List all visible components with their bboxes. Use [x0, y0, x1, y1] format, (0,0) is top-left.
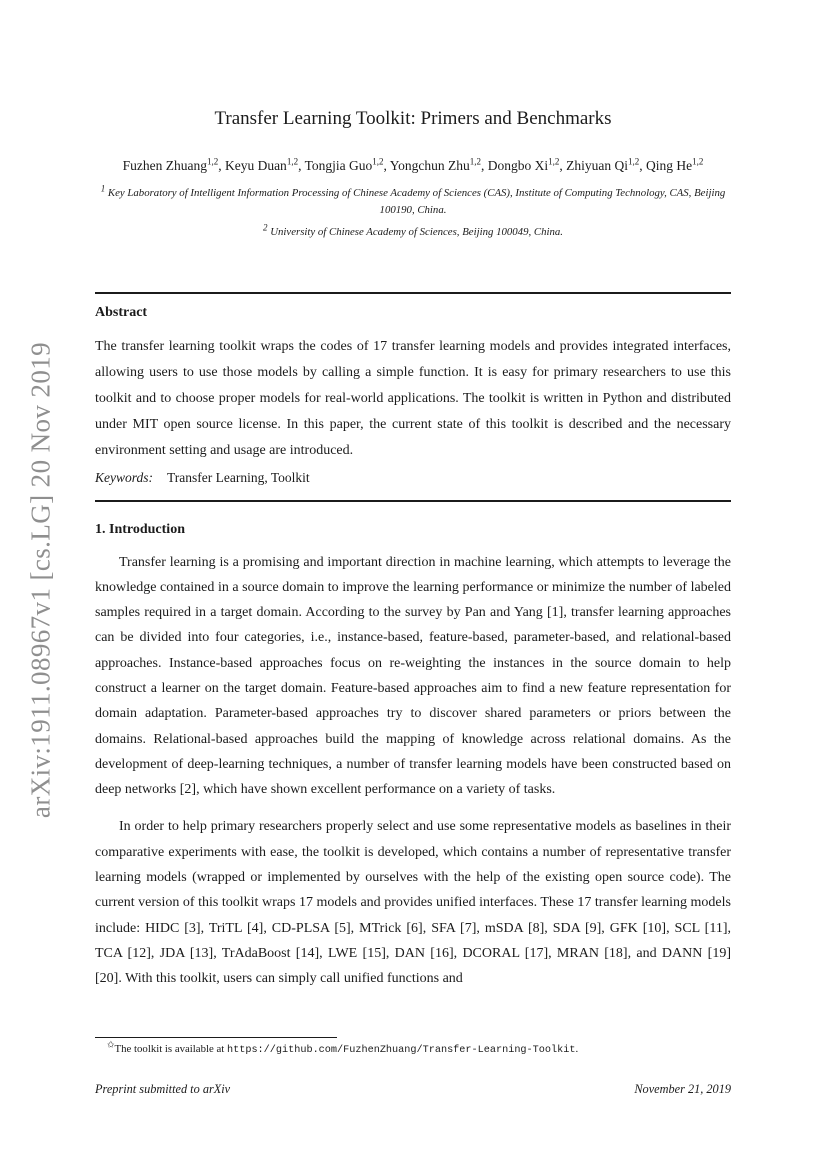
- keywords-text: Transfer Learning, Toolkit: [167, 469, 310, 485]
- footnote-text: [95, 1039, 731, 1058]
- intro-paragraph-2: In order to help primary researchers properly select and use some representative models as baselines in their comparative experiments with ease, the toolkit is developed, which contains a number of representative transfer learning models (wrapped or implemented by ourselves with the help of the existing open source code). The current version of this toolkit wraps 17 models and provides unified interfaces. These 17 transfer learning models include: HIDC [3], TriTL [4], CD-PLSA [5], MTrick [6], SFA [7], mSDA [8], SDA [9], GFK [10], SCL [11], TCA [12], JDA [13], TrAdaBoost [14], LWE [15], DAN [16], DCORAL [17], MRAN [18], and DANN [19] [20]. With this toolkit, users can simply call unified functions and: [95, 819, 731, 987]
- author-list: [95, 155, 731, 177]
- abstract-heading: Abstract: [95, 304, 148, 320]
- footnote-divider: [95, 1037, 337, 1038]
- author: Fuzhen Zhuang$^{1,2}$,: [122, 156, 225, 173]
- affiliation: $^2$ University of Chinese Academy of Sciences, Beijing 100049, China.: [263, 222, 563, 238]
- author: Tongjia Guo$^{1,2}$,: [304, 156, 390, 173]
- keywords-line: [95, 467, 731, 489]
- page-title: Transfer Learning Toolkit: Primers and Benchmarks: [214, 108, 612, 129]
- author: Dongbo Xi$^{1,2}$,: [487, 156, 567, 173]
- author: Yongchun Zhu$^{1,2}$,: [389, 156, 488, 173]
- author: Zhiyuan Qi$^{1,2}$,: [566, 156, 647, 173]
- abstract-text: The transfer learning toolkit wraps the codes of 17 transfer learning models and provides integrated interfaces, allowing users to use those models by calling a simple function. It is easy for primary researchers to use this toolkit and to choose proper models for real-world applications. The toolkit is written in Python and distributed under MIT open source license. In this paper, the current state of this toolkit is described and the necessary environment setting and usage are introduced.: [95, 338, 731, 458]
- paper-content: [95, 0, 731, 992]
- affiliation-marker: 2: [263, 222, 268, 233]
- affiliation-marker: 1: [100, 183, 106, 194]
- author: Qing He$^{1,2}$: [646, 156, 704, 173]
- page-footer: [95, 1082, 731, 1097]
- toolkit-github-link[interactable]: https://github.com/FuzhenZhuang/Transfer-Learning-Toolkit: [226, 1045, 576, 1056]
- section-heading-introduction: 1. Introduction: [95, 521, 185, 537]
- footer-preprint-note: Preprint submitted to arXiv: [95, 1082, 231, 1096]
- author: Keyu Duan$^{1,2}$,: [224, 156, 305, 173]
- footnote-lead-text: The toolkit is available at: [114, 1043, 227, 1055]
- abstract-bottom-divider: [95, 500, 731, 502]
- affiliation: $^1$ Key Laboratory of Intelligent Information Processing of Chinese Academy of Sciences (CAS), Institute of Computing Technology, CAS, Beijing 100190, China.: [100, 183, 726, 216]
- keywords-label: Keywords:: [95, 469, 153, 485]
- footnote-period: .: [575, 1043, 579, 1055]
- intro-paragraph-1: Transfer learning is a promising and important direction in machine learning, which attempts to leverage the knowledge contained in a source domain to improve the learning performance or minimize the number of labeled samples required in a target domain. According to the survey by Pan and Yang [1], transfer learning approaches can be divided into four categories, i.e., instance-based, feature-based, parameter-based, and relational-based approaches. Instance-based approaches focus on re-weighting the instances in the source domain to help construct a learner on the target domain. Feature-based approaches aim to find a new feature representation for domain adaptation. Parameter-based approaches try to discover shared parameters or priors between the domains. Relational-based approaches build the mapping of knowledge across relational domains. As the development of deep-learning techniques, a number of transfer learning models have been constructed based on deep networks [2], which have shown excellent performance on a variety of tasks.: [95, 554, 731, 798]
- abstract-top-divider: [95, 292, 731, 294]
- footnote-block: [95, 1037, 731, 1058]
- affiliation-list: [95, 185, 731, 241]
- footnote-star-marker: ✩: [107, 1039, 115, 1050]
- footer-date: November 21, 2019: [634, 1082, 731, 1096]
- arxiv-watermark: arXiv:1911.08967v1 [cs.LG] 20 Nov 2019: [25, 341, 56, 819]
